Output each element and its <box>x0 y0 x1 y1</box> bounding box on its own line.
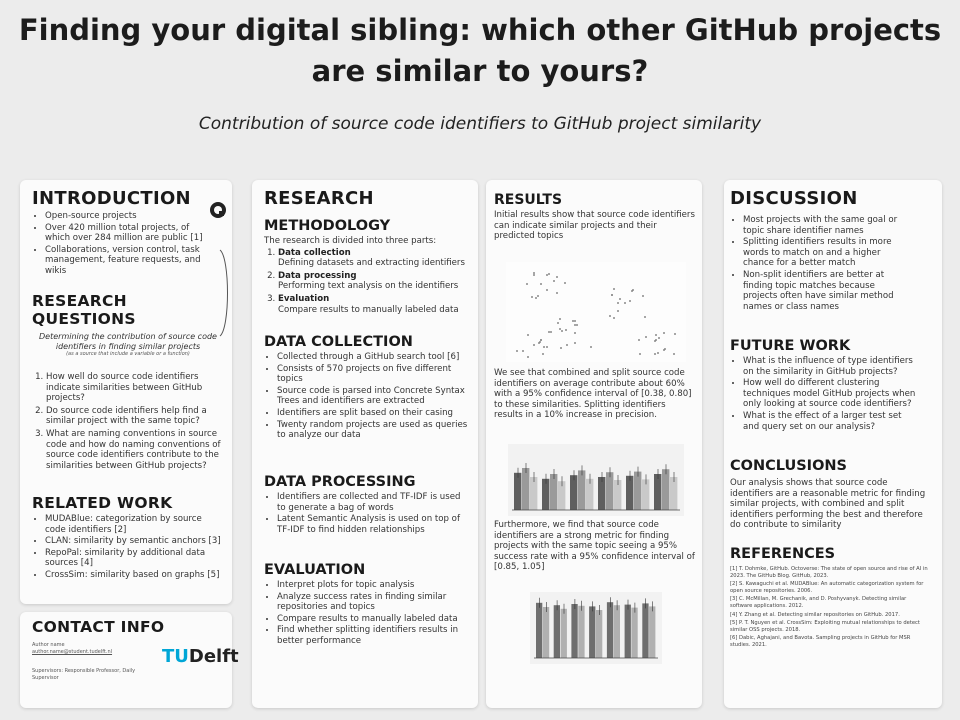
scatter-dot <box>556 292 558 294</box>
scatter-dot <box>566 344 568 346</box>
scatter-dot <box>609 315 611 317</box>
bar-split-2 <box>561 609 567 658</box>
discussion-section <box>730 188 936 313</box>
introduction-section <box>32 188 224 278</box>
tu-logo-mark: TU <box>162 646 189 667</box>
scatter-dot <box>540 283 542 285</box>
scatter-dot <box>560 347 562 349</box>
bar-combined-6 <box>625 605 631 658</box>
scatter-dot <box>553 280 555 282</box>
scatter-dot <box>556 276 558 278</box>
research-questions-list <box>32 372 224 471</box>
research-heading: RESEARCH <box>264 188 374 209</box>
research-card <box>252 180 478 708</box>
precision-bar-chart <box>508 444 684 516</box>
scatter-dot <box>533 272 535 274</box>
list-item <box>278 294 470 315</box>
scatter-dot <box>572 320 574 322</box>
scatter-dot <box>522 350 524 352</box>
scatter-dot <box>613 288 615 290</box>
title-line-1: Finding your digital sibling: which other GitHub projects <box>18 13 942 47</box>
scatter-dot <box>574 320 576 322</box>
results-paragraph-1: Initial results show that source code identifiers can indicate similar projects and their predicted topics <box>494 210 695 242</box>
scatter-dot <box>550 331 552 333</box>
list-item: • Collaborations, version control, task management, feature requests, and wikis <box>45 245 213 277</box>
list-item: • Splitting identifiers results in more words to match on and a higher chance for a better match <box>743 237 911 269</box>
contact-card <box>20 612 239 708</box>
scatter-dot <box>674 333 676 335</box>
contact-heading: CONTACT INFO <box>32 618 165 636</box>
scatter-dot <box>658 337 660 339</box>
reference-item: [3] C. McMillan, M. Grechanik, and D. Poshyvanyk. Detecting similar software applications. 2012. <box>730 596 907 609</box>
conclusions-section <box>730 458 930 531</box>
scatter-dot <box>613 317 615 319</box>
scatter-dot <box>611 294 613 296</box>
scatter-dot <box>638 339 640 341</box>
scatter-dot <box>527 356 529 358</box>
contact-name: Author name <box>32 642 65 648</box>
scatter-dot <box>663 332 665 334</box>
scatter-dot <box>526 283 528 285</box>
step-desc: Performing text analysis on the identifiers <box>278 281 459 292</box>
scatter-dot <box>535 297 537 299</box>
discussion-card <box>724 180 942 708</box>
list-item: • CLAN: similarity by semantic anchors [3] <box>45 536 224 547</box>
bar-split-1 <box>543 607 549 658</box>
list-item: • How well do different clustering techniques model GitHub projects when only looking at source code identifiers? <box>743 378 919 410</box>
scatter-dot <box>574 324 576 326</box>
conclusions-text: Our analysis shows that source code identifiers are a reasonable metric for finding similar projects, with combined and split identifiers performing the best and therefore do contribute to similarity <box>730 478 926 531</box>
bar-combined-6 <box>654 474 661 510</box>
step-desc: Defining datasets and extracting identifiers <box>278 258 465 269</box>
methodology-steps <box>264 248 470 316</box>
scatter-dot <box>537 295 539 297</box>
results-heading: RESULTS <box>494 192 563 208</box>
bar-combined-3 <box>570 475 577 510</box>
step-title: Data processing <box>278 270 357 281</box>
scatter-dot <box>619 298 621 300</box>
bar-combined-2 <box>554 605 560 658</box>
step-desc: Compare results to manually labeled data <box>278 304 459 315</box>
research-questions-section <box>32 292 224 473</box>
bar-split-5 <box>634 472 641 510</box>
methodology-heading: METHODOLOGY <box>264 218 391 234</box>
bar-combined-1 <box>514 473 521 510</box>
contact-email[interactable]: author.name@student.tudelft.nl <box>32 649 113 655</box>
references-heading: REFERENCES <box>730 546 836 562</box>
future-work-list <box>730 356 919 432</box>
related-work-heading: RELATED WORK <box>32 494 173 512</box>
data-processing-section <box>264 474 470 536</box>
title-line-2: are similar to yours? <box>311 54 649 88</box>
discussion-heading: DISCUSSION <box>730 188 858 209</box>
bar-split-7 <box>649 606 655 658</box>
poster-title <box>0 10 960 92</box>
scatter-dot <box>546 289 548 291</box>
bar-split-3 <box>578 470 585 510</box>
scatter-dot <box>546 346 548 348</box>
list-item: • CrossSim: similarity based on graphs [5] <box>45 570 224 581</box>
scatter-dot <box>565 329 567 331</box>
list-item: • Compare results to manually labeled data <box>277 614 470 625</box>
bar-split-6 <box>631 608 637 658</box>
list-item: • Source code is parsed into Concrete Syntax Trees and identifiers are extracted <box>277 386 470 407</box>
research-questions-heading: RESEARCH QUESTIONS <box>32 292 136 328</box>
future-work-section <box>730 338 936 433</box>
list-item: • Interpret plots for topic analysis <box>277 580 470 591</box>
scatter-dot <box>564 282 566 284</box>
list-item: • Open-source projects <box>45 211 213 222</box>
bar-combined-5 <box>607 602 613 658</box>
list-item: • MUDABlue: categorization by source code identifiers [2] <box>45 514 224 535</box>
list-item: • Identifiers are split based on their casing <box>277 408 470 419</box>
reference-item: [5] P. T. Nguyen et al. CrossSim: Exploiting mutual relationships to detect similar OSS projects. 2018. <box>730 620 920 633</box>
bar-split-4 <box>596 610 602 658</box>
list-item: • Non-split identifiers are better at finding topic matches because projects often have similar method names or class names <box>743 270 911 312</box>
scatter-dot <box>559 328 561 330</box>
bar-combined-3 <box>571 604 577 658</box>
scatter-dot <box>542 353 544 355</box>
bar-split-3 <box>578 606 584 658</box>
conclusions-heading: CONCLUSIONS <box>730 458 847 474</box>
rq-italic-note: (as a source that include a variable or a function) <box>66 351 190 357</box>
bar-split-4 <box>606 472 613 510</box>
future-work-heading: FUTURE WORK <box>730 338 851 354</box>
scatter-dot <box>548 273 550 275</box>
data-processing-heading: DATA PROCESSING <box>264 474 416 490</box>
tudelft-logo <box>162 646 239 667</box>
list-item <box>278 271 470 292</box>
reference-item: [1] T. Dohmke, GitHub. Octoverse: The state of open source and rise of AI in 2023. The GitHub Blog. GitHub, 2023. <box>730 566 928 579</box>
results-card <box>486 180 702 708</box>
scatter-dot <box>624 302 626 304</box>
results-paragraph-2: We see that combined and split source code identifiers on average contribute about 60% with a 95% confidence interval of [0.38, 0.80] to these similarities. Splitting identifiers results in a 10% increase in precision. <box>494 368 692 421</box>
scatter-dot <box>533 344 535 346</box>
data-collection-section <box>264 334 470 442</box>
list-item: • What is the influence of type identifiers on the similarity in GitHub projects? <box>743 356 919 377</box>
reference-item: [4] Y. Zhang et al. Detecting similar repositories on GitHub. 2017. <box>730 611 900 618</box>
delft-logo-text: Delft <box>188 646 239 667</box>
scatter-dot <box>527 334 529 336</box>
success-rate-bar-chart <box>530 592 662 664</box>
step-title: Data collection <box>278 247 351 258</box>
scatter-dot <box>543 346 545 348</box>
github-logo-icon <box>208 200 228 220</box>
contact-supervisors: Supervisors: Responsible Professor, Daily Supervisor <box>32 668 136 681</box>
scatter-dot <box>559 318 561 320</box>
scatter-dot <box>673 353 675 355</box>
scatter-dot <box>631 290 633 292</box>
scatter-dot <box>561 330 563 332</box>
results-paragraph-3: Furthermore, we find that source code identifiers are a strong metric for finding projects with the same topic seeing a 95% success rate with a 95% confidence interval of [0.85, 1.05] <box>494 520 695 573</box>
scatter-dot <box>629 300 631 302</box>
bar-split-5 <box>614 605 620 658</box>
reference-item: [6] Dabic, Aghajani, and Bavota. Sampling projects in GitHub for MSR studies. 2021. <box>730 635 911 648</box>
scatter-dot <box>574 332 576 334</box>
bar-combined-5 <box>626 476 633 510</box>
related-work-list <box>32 514 224 581</box>
introduction-list <box>32 211 213 277</box>
bar-combined-7 <box>642 603 648 658</box>
evaluation-section <box>264 562 470 648</box>
scatter-dot <box>574 342 576 344</box>
list-item: • Most projects with the same goal or topic share identifier names <box>743 215 911 236</box>
bar-split-6 <box>662 469 669 510</box>
step-title: Evaluation <box>278 293 330 304</box>
evaluation-list <box>264 580 470 647</box>
left-card <box>20 180 232 604</box>
bar-combined-4 <box>589 606 595 658</box>
scatter-dot <box>546 274 548 276</box>
rq-italic-statement: Determining the contribution of source code identifiers in finding similar projects <box>39 332 217 351</box>
data-collection-list <box>264 352 470 441</box>
list-item: • What is the effect of a larger test set and query set on our analysis? <box>743 411 919 432</box>
references-section <box>730 546 930 651</box>
scatter-dot <box>664 348 666 350</box>
list-item: • Identifiers are collected and TF-IDF is used to generate a bag of words <box>277 492 470 513</box>
introduction-heading: INTRODUCTION <box>32 188 191 209</box>
list-item: • Twenty random projects are used as queries to analyze our data <box>277 420 470 441</box>
scatter-dot <box>539 341 541 343</box>
list-item: • Find whether splitting identifiers results in better performance <box>277 625 470 646</box>
scatter-dot <box>655 334 657 336</box>
list-item <box>278 248 470 269</box>
scatter-dot <box>645 336 647 338</box>
bar-split-2 <box>550 474 557 510</box>
scatter-dot <box>531 296 533 298</box>
scatter-dot <box>576 324 578 326</box>
list-item: • Over 420 million total projects, of which over 284 million are public [1] <box>45 223 213 244</box>
scatter-dot <box>654 353 656 355</box>
scatter-dot <box>644 316 646 318</box>
poster-subtitle: Contribution of source code identifiers to GitHub project similarity <box>198 114 762 134</box>
related-work-section <box>32 494 224 582</box>
scatter-dot <box>617 302 619 304</box>
scatter-dot <box>548 331 550 333</box>
list-item: 3. What are naming conventions in source code and how do naming conventions of source code identifiers contribute to the similarities between GitHub projects? <box>46 429 224 471</box>
list-item: 1. How well do source code identifiers indicate similarities between GitHub projects? <box>46 372 224 404</box>
data-processing-list <box>264 492 470 535</box>
scatter-dot <box>657 352 659 354</box>
reference-item: [2] S. Kawaguchi et al. MUDABlue: An automatic categorization system for open source repositories. 2006. <box>730 581 924 594</box>
list-item: • Analyze success rates in finding similar repositories and topics <box>277 592 470 613</box>
scatter-dot <box>639 353 641 355</box>
methodology-intro: The research is divided into three parts: <box>264 236 437 246</box>
references-list <box>730 566 930 649</box>
list-item: • Collected through a GitHub search tool [6] <box>277 352 470 363</box>
scatter-dot <box>642 295 644 297</box>
scatter-dot <box>557 322 559 324</box>
topic-scatter-plot <box>506 262 686 362</box>
evaluation-heading: EVALUATION <box>264 562 366 578</box>
bar-split-1 <box>522 468 529 510</box>
discussion-list <box>730 215 911 312</box>
scatter-dot <box>590 346 592 348</box>
research-section <box>264 188 470 317</box>
list-item: • Latent Semantic Analysis is used on top of TF-IDF to find hidden relationships <box>277 514 470 535</box>
list-item: • Consists of 570 projects on five different topics <box>277 364 470 385</box>
list-item: • RepoPal: similarity by additional data sources [4] <box>45 548 224 569</box>
scatter-dot <box>516 350 518 352</box>
data-collection-heading: DATA COLLECTION <box>264 334 413 350</box>
scatter-dot <box>617 310 619 312</box>
bar-combined-1 <box>536 603 542 658</box>
list-item: 2. Do source code identifiers help find a similar project with the same topic? <box>46 406 224 427</box>
